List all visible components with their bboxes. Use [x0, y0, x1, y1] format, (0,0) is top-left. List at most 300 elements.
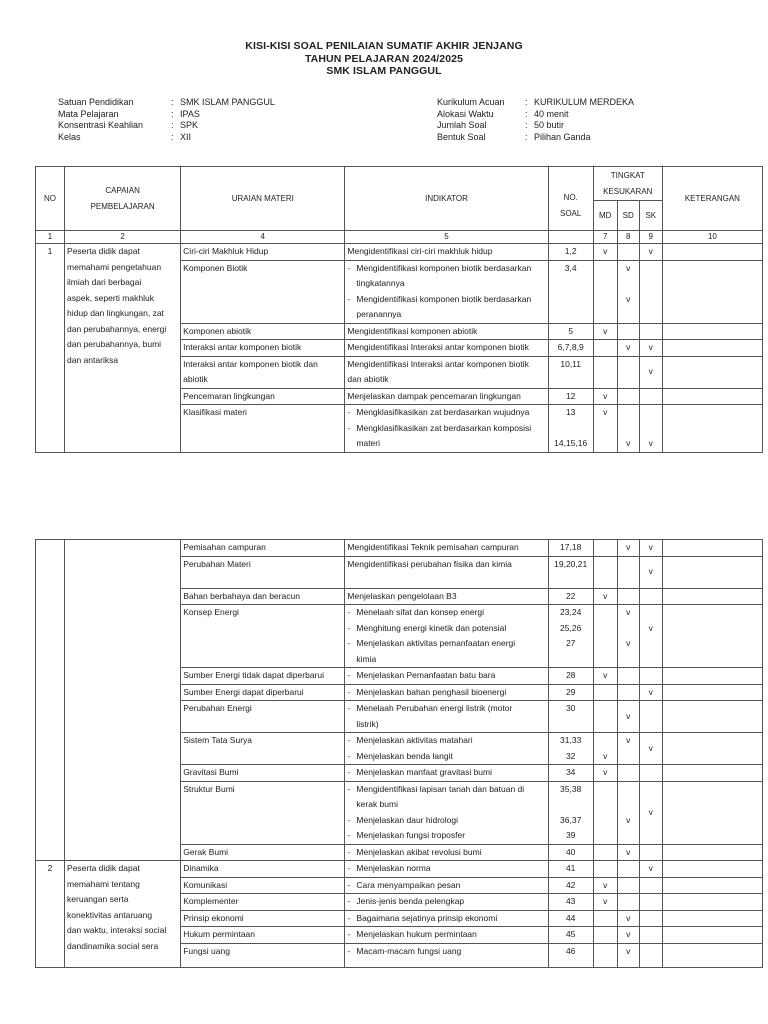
indicator-text: Mengidentifikasi lapisan tanah dan batuan di [356, 783, 525, 794]
cell-sd [617, 684, 639, 701]
indikator [345, 260, 548, 323]
cell-md [593, 556, 617, 588]
cell-sd [617, 323, 639, 340]
indicator-item [347, 261, 545, 292]
no-soal [548, 405, 593, 453]
bullet-dash: - [347, 262, 351, 273]
header-no-soal-line: SOAL [560, 208, 582, 218]
uraian-materi: Pencemaran lingkungan [181, 388, 345, 405]
meta-label: Konsentrasi Keahlian [58, 120, 144, 130]
cp-line: Peserta didik dapat [67, 246, 140, 256]
no-soal: 29 [548, 684, 593, 701]
header-no: NO [36, 167, 65, 231]
no-soal: 12 [548, 388, 593, 405]
uraian-materi: Konsep Energi [181, 605, 345, 668]
cell-md [593, 356, 617, 388]
keterangan [662, 701, 762, 733]
indikator [345, 605, 548, 668]
indicator-text: Menjelaskan aktivitas matahari [356, 735, 473, 745]
indikator [345, 877, 548, 894]
check-md [593, 733, 617, 765]
cell-sk [639, 894, 662, 911]
keterangan [662, 861, 762, 878]
meta-row [437, 132, 634, 144]
bullet-dash: - [347, 814, 351, 825]
check-sd [617, 260, 639, 323]
meta-row [58, 120, 275, 132]
uraian-materi: Perubahan Materi [181, 556, 345, 588]
check-md: v [593, 894, 617, 911]
header-sk: SK [639, 201, 662, 231]
check-sd: v [617, 943, 639, 967]
header-capaian-line: CAPAIAN [105, 186, 140, 195]
indicator-item [347, 405, 545, 421]
no-soal: 5 [548, 323, 593, 340]
check-sd: v [617, 844, 639, 861]
keterangan [662, 733, 762, 765]
check-sk: v [639, 684, 662, 701]
meta-label: Jumlah Soal [437, 120, 487, 130]
cell-sk [639, 877, 662, 894]
bullet-dash: - [347, 607, 351, 617]
meta-value: 50 butir [534, 120, 565, 130]
no-soal-value: 36,37 [560, 814, 582, 825]
check-md: v [593, 765, 617, 782]
check-mark: v [626, 293, 631, 304]
column-number: 7 [593, 231, 617, 244]
indicator-text: Mengidentifikasi komponen biotik berdasarkan [356, 293, 532, 304]
check-sd [617, 733, 639, 765]
indicator-item [347, 421, 545, 452]
indicator-text: Menjelaskan benda langit [356, 750, 453, 761]
indicator-text: Menjelaskan fungsi troposfer [356, 830, 466, 840]
indicator-text: Menjelaskan hukum permintaan [356, 929, 477, 939]
keterangan [662, 684, 762, 701]
check-md: v [593, 388, 617, 405]
indicator-text: Menelaah Perubahan energi listrik (motor [356, 703, 513, 713]
keterangan [662, 356, 762, 388]
indicator-text: Menjelaskan manfaat gravitasi bumi [356, 767, 492, 777]
cp-line: Peserta didik dapat [67, 863, 140, 873]
check-mark: v [648, 438, 653, 448]
column-number-row [36, 231, 763, 244]
meta-sep: : [171, 108, 174, 119]
check-md [593, 405, 617, 453]
bullet-dash: - [347, 830, 351, 840]
check-mark: v [626, 735, 631, 745]
cell-sd [617, 388, 639, 405]
column-number: 8 [617, 231, 639, 244]
check-sd: v [617, 340, 639, 357]
cell-sk [639, 765, 662, 782]
indicator-text: tingkatannya [356, 278, 405, 288]
indicator-item [347, 733, 545, 749]
column-number [548, 231, 593, 244]
cp-line: dan perubahannya, bumi [67, 339, 162, 349]
check-sk [639, 605, 662, 668]
cell-sk [639, 323, 662, 340]
no-soal-value: 31,33 [560, 735, 582, 745]
indicator-item [347, 636, 545, 667]
indicator-text: Jenis-jenis benda pelengkap [356, 896, 465, 906]
uraian-materi: Komplementer [181, 894, 345, 911]
bullet-dash: - [347, 735, 351, 745]
header-keterangan: KETERANGAN [662, 167, 762, 231]
check-mark: v [626, 814, 631, 825]
check-sd [617, 605, 639, 668]
meta-value: IPAS [180, 108, 200, 119]
indicator-text: Mengidentifikasi komponen biotik berdasarkan [356, 262, 532, 273]
uraian-materi: Prinsip ekonomi [181, 910, 345, 927]
meta-sep: : [171, 131, 174, 142]
indicator-text: Menjelaskan akibat revolusi bumi [356, 846, 482, 857]
meta-label: Kurikulum Acuan [437, 97, 505, 107]
meta-sep: : [171, 120, 174, 130]
column-number: 5 [345, 231, 548, 244]
no-soal [548, 733, 593, 765]
indicator-text: Menjelaskan norma [356, 863, 431, 873]
indicator-text: Menjelaskan bahan penghasil bioenergi [356, 686, 507, 697]
header-uraian: URAIAN MATERI [181, 167, 345, 231]
capaian-pembelajaran [65, 861, 181, 968]
cell-sk [639, 943, 662, 967]
indikator: Mengidentifikasi Interaksi antar komponen biotik [345, 340, 548, 357]
header-tingkat-kesukaran [593, 167, 662, 201]
meta-sep: : [525, 131, 528, 142]
uraian-materi: Bahan berbahaya dan beracun [181, 588, 345, 605]
column-number: 10 [662, 231, 762, 244]
keterangan [662, 556, 762, 588]
bullet-dash: - [347, 686, 351, 697]
header-md: MD [593, 201, 617, 231]
column-number: 4 [181, 231, 345, 244]
cp-number: 2 [36, 861, 65, 968]
no-soal-value: 35,38 [560, 783, 582, 794]
keterangan [662, 244, 762, 261]
keterangan [662, 894, 762, 911]
meta-sep: : [171, 97, 174, 107]
indikator: Mengidentifikasi Teknik pemisahan campuran [345, 540, 548, 557]
bullet-dash: - [347, 863, 351, 873]
bullet-dash: - [347, 912, 351, 923]
uraian-materi: Interaksi antar komponen biotik [181, 340, 345, 357]
check-md: v [593, 588, 617, 605]
no-soal: 28 [548, 668, 593, 685]
no-soal: 40 [548, 844, 593, 861]
cell-md [593, 540, 617, 557]
keterangan [662, 877, 762, 894]
kisi-table-page-1 [35, 166, 763, 453]
indicator-item [347, 782, 545, 813]
uraian-materi: Perubahan Energi [181, 701, 345, 733]
meta-sep: : [525, 108, 528, 119]
meta-value: 40 menit [534, 108, 569, 119]
meta-left [58, 97, 275, 143]
bullet-dash: - [347, 622, 351, 633]
column-number: 1 [36, 231, 65, 244]
cp-line: dan perubahannya, energi [67, 323, 167, 334]
indicator-text: listrik) [356, 718, 379, 729]
indicator-item [347, 621, 545, 637]
check-mark: v [626, 607, 631, 617]
cell-sd [617, 765, 639, 782]
title-line-2: TAHUN PELAJARAN 2024/2025 [304, 52, 464, 65]
meta-label: Alokasi Waktu [437, 108, 494, 119]
bullet-dash: - [347, 670, 351, 680]
meta-value: SPK [180, 120, 199, 130]
meta-row [437, 109, 634, 121]
indikator [345, 765, 548, 782]
meta-value: KURIKULUM MERDEKA [534, 97, 635, 107]
keterangan [662, 340, 762, 357]
no-soal-value: 25,26 [560, 622, 582, 633]
table-row [36, 861, 763, 878]
cell-sd [617, 877, 639, 894]
check-sk: v [639, 340, 662, 357]
no-soal-value: 13 [565, 407, 576, 417]
header-sd: SD [617, 201, 639, 231]
uraian-materi: Sumber Energi tidak dapat diperbarui [181, 668, 345, 685]
keterangan [662, 540, 762, 557]
header-no-soal [548, 167, 593, 231]
header-capaian [65, 167, 181, 231]
meta-label: Satuan Pendidikan [58, 97, 134, 107]
bullet-dash: - [347, 929, 351, 939]
no-soal-value: 32 [565, 750, 576, 761]
indikator [345, 356, 548, 388]
cp-line: hidup dan lingkungan, zat [67, 308, 164, 318]
check-sk: v [639, 356, 662, 388]
no-soal: 10,11 [548, 356, 593, 388]
bullet-dash: - [347, 846, 351, 857]
no-soal: 44 [548, 910, 593, 927]
bullet-dash: - [347, 407, 351, 417]
meta-sep: : [525, 97, 528, 107]
no-soal: 3,4 [548, 260, 593, 323]
indikator [345, 943, 548, 967]
bullet-dash: - [347, 879, 351, 890]
meta-row [437, 120, 634, 132]
check-sd: v [617, 910, 639, 927]
bullet-dash: - [347, 638, 351, 648]
cell-md [593, 340, 617, 357]
indicator-text: Menelaah sifat dan konsep energi [356, 607, 484, 617]
indicator-item [347, 749, 545, 765]
bullet-dash: - [347, 767, 351, 777]
cell-sd [617, 894, 639, 911]
kisi-table-page-2 [35, 539, 763, 968]
indicator-text: Menghitung energi kinetik dan potensial [356, 622, 507, 633]
no-soal: 30 [548, 701, 593, 733]
cell-sd [617, 588, 639, 605]
check-sk: v [639, 556, 662, 588]
indicator-text: Menjelaskan daur hidrologi [356, 814, 458, 825]
uraian-text: abiotik [183, 374, 208, 384]
header-tingkat-line: TINGKAT [610, 171, 645, 180]
no-soal-value: 23,24 [560, 607, 582, 617]
check-md: v [593, 323, 617, 340]
check-sd [617, 781, 639, 844]
indicator-item [347, 292, 545, 323]
indicator-text: dan abiotik [347, 374, 389, 384]
bullet-dash: - [347, 703, 351, 713]
cell-md [593, 910, 617, 927]
cell-sk [639, 668, 662, 685]
bullet-dash: - [347, 750, 351, 761]
capaian-pembelajaran [65, 244, 181, 453]
uraian-materi: Struktur Bumi [181, 781, 345, 844]
keterangan [662, 765, 762, 782]
no-soal: 17,18 [548, 540, 593, 557]
indicator-text: peranannya [356, 309, 402, 319]
meta-label: Mata Pelajaran [58, 108, 119, 119]
table-row [36, 244, 763, 261]
cell-md [593, 701, 617, 733]
no-soal [548, 781, 593, 844]
no-soal: 43 [548, 894, 593, 911]
check-sk: v [639, 733, 662, 765]
cell-sd [617, 356, 639, 388]
uraian-materi: Sumber Energi dapat diperbarui [181, 684, 345, 701]
indikator: Mengidentifikasi komponen abiotik [345, 323, 548, 340]
bullet-dash: - [347, 896, 351, 906]
capaian-pembelajaran [65, 540, 181, 861]
keterangan [662, 388, 762, 405]
cp-number [36, 540, 65, 861]
meta-label: Bentuk Soal [437, 131, 486, 142]
cp-line: keruangan serta [67, 894, 129, 904]
indikator [345, 668, 548, 685]
check-md: v [593, 244, 617, 261]
header-tingkat-line: KESUKARAN [603, 186, 653, 196]
uraian-materi: Hukum permintaan [181, 927, 345, 944]
cp-line: ilmiah dari berbagai [67, 277, 142, 287]
title-line-1: KISI-KISI SOAL PENILAIAN SUMATIF AKHIR JENJANG [245, 40, 523, 52]
check-sk: v [639, 540, 662, 557]
uraian-materi: Klasifikasi materi [181, 405, 345, 453]
cp-line: dan waktu, interaksi social [67, 925, 167, 935]
column-number: 2 [65, 231, 181, 244]
no-soal: 19,20,21 [548, 556, 593, 588]
indicator-text: Menjelaskan Pemanfaatan batu bara [356, 670, 496, 680]
no-soal: 6,7,8,9 [548, 340, 593, 357]
indikator: Menjelaskan dampak pencemaran lingkungan [345, 388, 548, 405]
cell-sd [617, 668, 639, 685]
indicator-item [347, 828, 545, 844]
uraian-materi [181, 356, 345, 388]
check-mark: v [603, 407, 608, 417]
no-soal: 22 [548, 588, 593, 605]
indicator-text: Mengklasifikasikan zat berdasarkan komposisi [356, 422, 532, 433]
cp-line: konektivitas antaruang [67, 909, 153, 920]
indikator [345, 733, 548, 765]
meta-row [58, 97, 275, 109]
meta-sep: : [525, 120, 528, 130]
cell-sk [639, 701, 662, 733]
cp-number: 1 [36, 244, 65, 453]
cell-sk [639, 260, 662, 323]
cell-sd [617, 556, 639, 588]
no-soal-value: 27 [565, 638, 576, 648]
uraian-materi: Komponen abiotik [181, 323, 345, 340]
check-mark: v [626, 262, 631, 273]
title-line-3: SMK ISLAM PANGGUL [326, 65, 442, 77]
check-sd: v [617, 927, 639, 944]
keterangan [662, 844, 762, 861]
cell-sk [639, 388, 662, 405]
indicator-item [347, 605, 545, 621]
uraian-materi: Gravitasi Bumi [181, 765, 345, 782]
indicator-text: Mengidentifikasi Interaksi antar komponen biotik [347, 358, 529, 369]
indicator-item [347, 813, 545, 829]
meta-value: XII [180, 131, 192, 142]
check-md: v [593, 877, 617, 894]
indikator [345, 405, 548, 453]
no-soal: 34 [548, 765, 593, 782]
cell-sd [617, 244, 639, 261]
document-title [0, 40, 768, 78]
no-soal: 46 [548, 943, 593, 967]
no-soal [548, 605, 593, 668]
cell-md [593, 684, 617, 701]
no-soal-value: 14,15,16 [554, 438, 588, 448]
indikator [345, 861, 548, 878]
uraian-materi: Komponen Biotik [181, 260, 345, 323]
cell-sk [639, 927, 662, 944]
no-soal-value: 39 [565, 830, 576, 840]
indikator: Menjelaskan pengelolaan B3 [345, 588, 548, 605]
uraian-text: Interaksi antar komponen biotik dan [183, 358, 318, 369]
cp-line: memahami pengetahuan [67, 261, 162, 272]
meta-row [437, 97, 634, 109]
bullet-dash: - [347, 293, 351, 304]
check-mark: v [626, 438, 631, 448]
keterangan [662, 260, 762, 323]
indicator-text: materi [356, 438, 381, 448]
keterangan [662, 943, 762, 967]
uraian-materi: Komunikasi [181, 877, 345, 894]
check-sd [617, 405, 639, 453]
indikator [345, 894, 548, 911]
cell-md [593, 927, 617, 944]
indikator [345, 910, 548, 927]
indicator-text: Menjelaskan aktivitas pemanfaatan energi [356, 638, 516, 648]
check-sk [639, 405, 662, 453]
keterangan [662, 323, 762, 340]
uraian-materi: Pemisahan campuran [181, 540, 345, 557]
cell-md [593, 260, 617, 323]
meta-label: Kelas [58, 131, 81, 142]
no-soal: 42 [548, 877, 593, 894]
indikator [345, 844, 548, 861]
uraian-materi: Gerak Bumi [181, 844, 345, 861]
meta-right [437, 97, 634, 143]
check-sk: v [639, 861, 662, 878]
indicator-text: Bagaimana sejatinya prinsip ekonomi [356, 912, 498, 923]
cp-line: aspek, seperti makhluk [67, 292, 154, 303]
cp-line: dan antariksa [67, 354, 119, 365]
check-sd: v [617, 540, 639, 557]
indicator-text: Cara menyampaikan pesan [356, 879, 461, 890]
cp-line: memahami tentang [67, 878, 140, 889]
check-mark: v [626, 638, 631, 648]
indikator [345, 701, 548, 733]
column-number: 9 [639, 231, 662, 244]
meta-row [58, 132, 275, 144]
cell-md [593, 781, 617, 844]
indikator [345, 927, 548, 944]
indikator [345, 684, 548, 701]
